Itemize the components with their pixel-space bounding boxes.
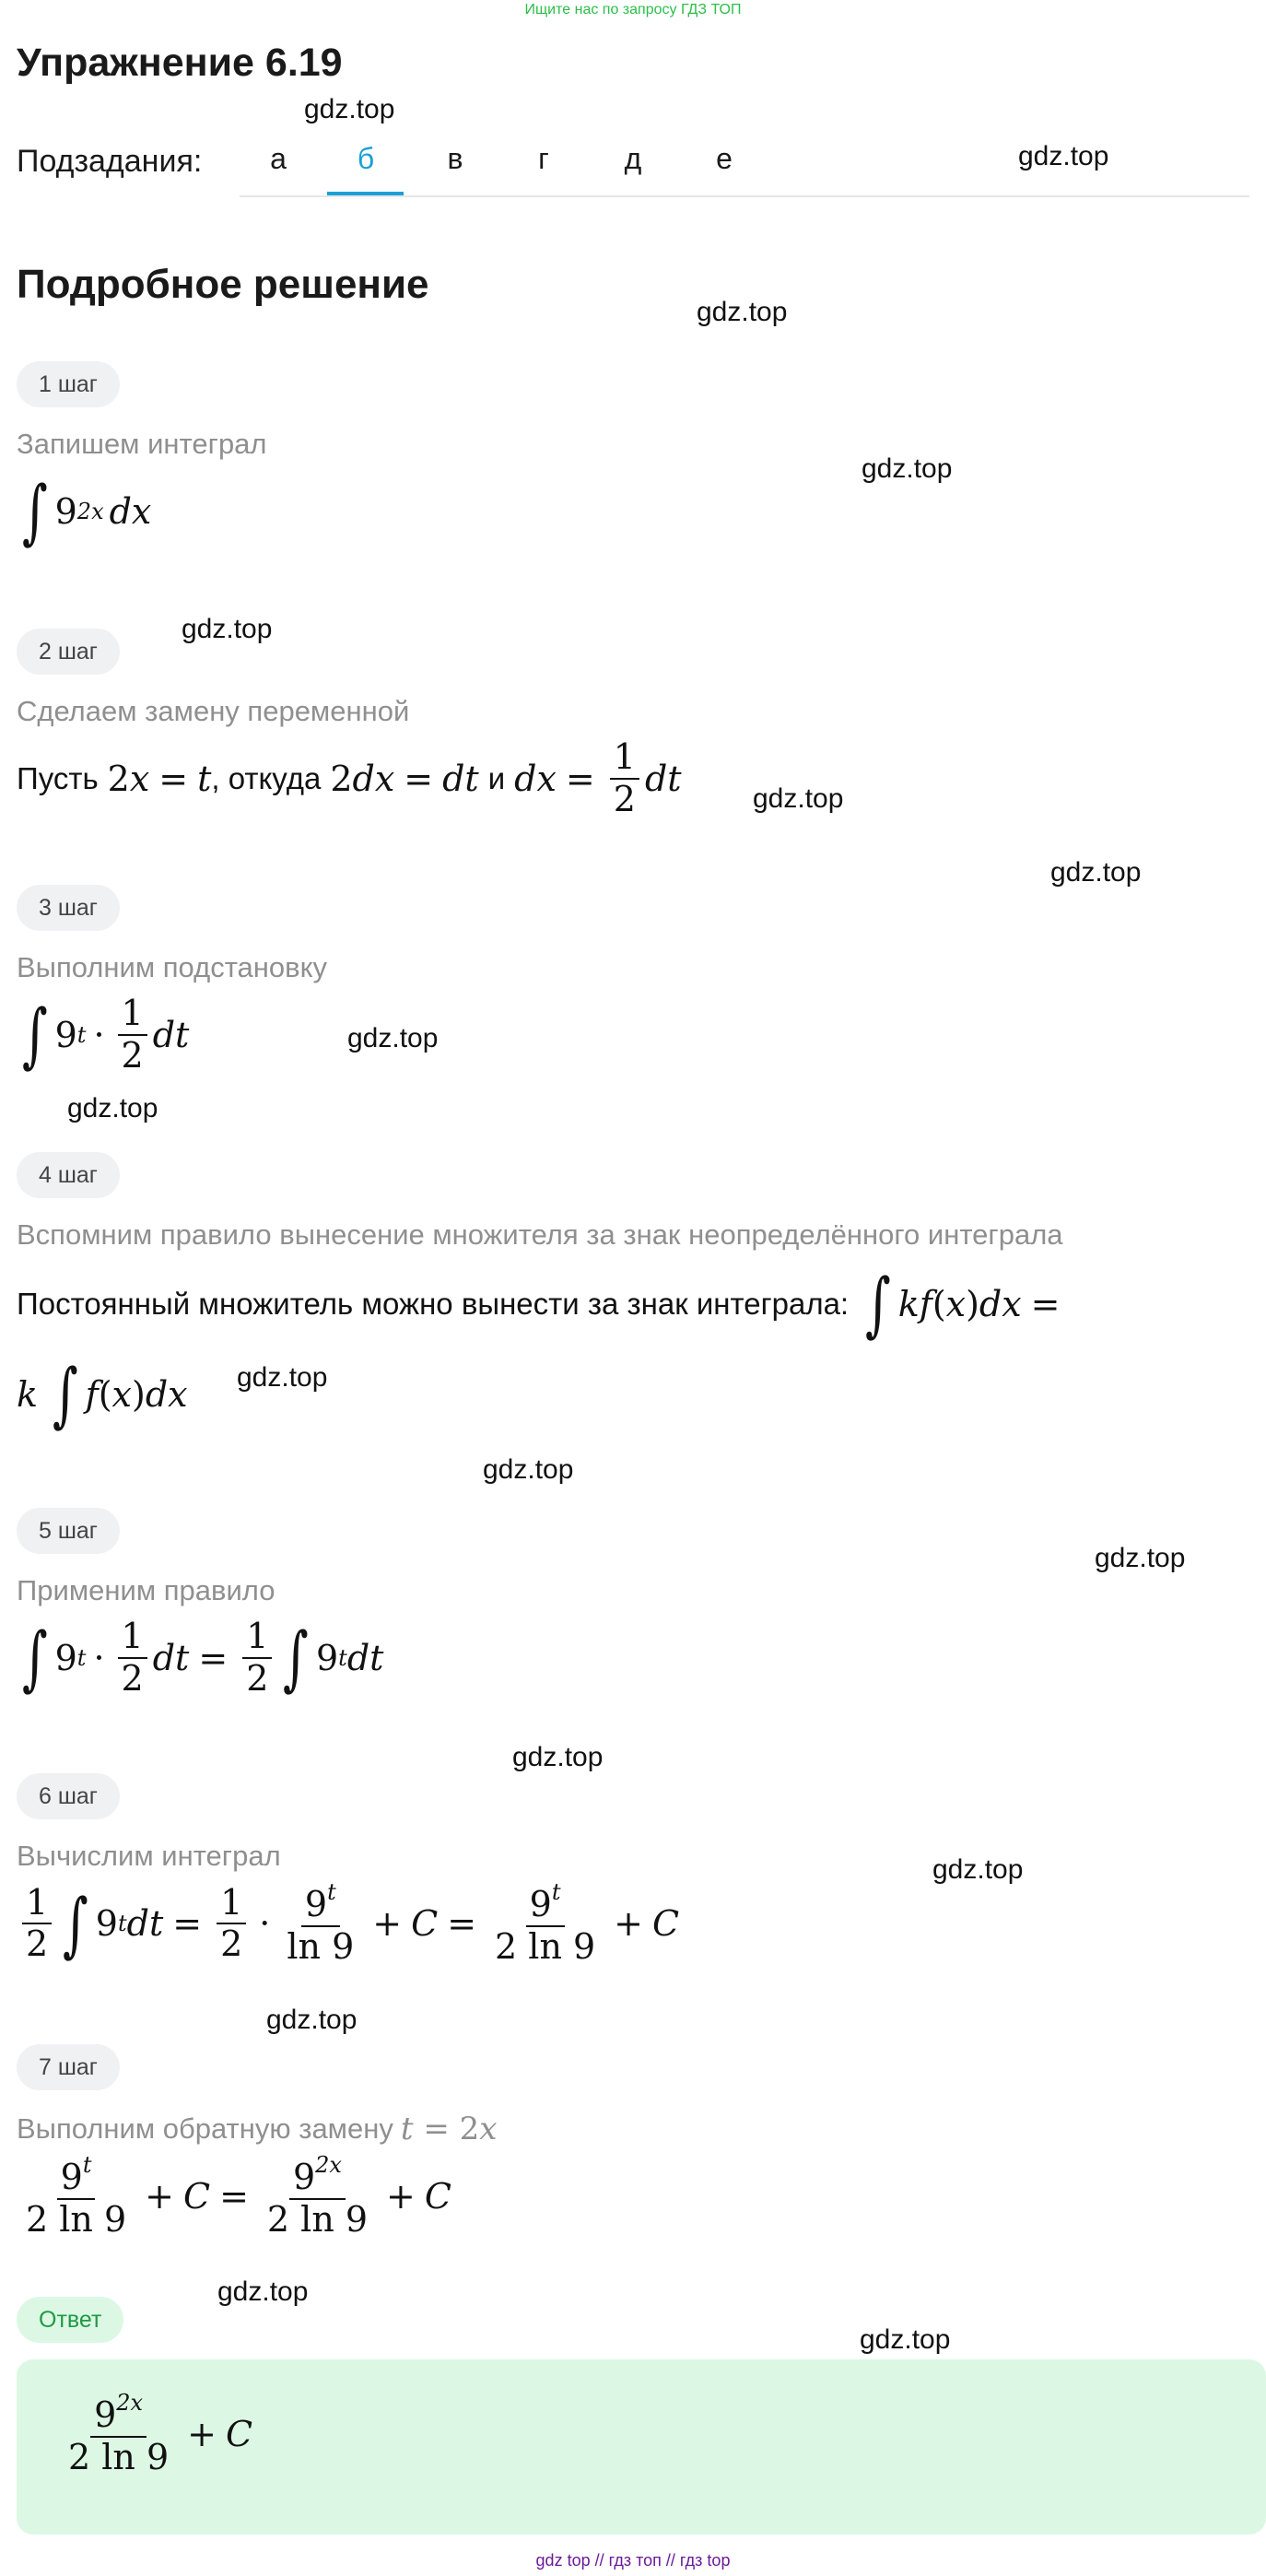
step-5-formula: ∫ 9 t · $\frac{1}{2}$ dt = $\frac{1}{2}$ ∫ 9 t dt	[21, 1616, 384, 1700]
step-5-title: Применим правило	[17, 1574, 275, 1606]
watermark: gdz.top	[217, 2276, 309, 2307]
step-4-rule-cont: k ∫ f ( x ) dx	[17, 1353, 188, 1435]
step-4-rule: Постоянный множитель можно вынести за знак интеграла: ∫ kf ( x ) dx =	[17, 1263, 1061, 1345]
answer-formula: $\frac{9^{2x}}{2 \ln 9}$ + C	[68, 2390, 253, 2477]
tabs-divider	[240, 195, 1249, 197]
watermark: gdz.top	[1018, 141, 1109, 171]
step-6-chip: 6 шаг	[17, 1773, 120, 1819]
step-2-formula: Пусть 2x = t , откуда 2dx = dt и dx = $\frac{1}{2}$ dt	[17, 736, 682, 819]
watermark: gdz.top	[483, 1454, 574, 1485]
watermark: gdz.top	[753, 783, 844, 814]
step-7-chip: 7 шаг	[17, 2044, 120, 2090]
watermark: gdz.top	[932, 1854, 1024, 1885]
step-1-formula: ∫ 9 2x dx	[21, 470, 152, 552]
page-title: Упражнение 6.19	[17, 41, 343, 85]
step-2-title: Сделаем замену переменной	[17, 695, 410, 727]
watermark: gdz.top	[67, 1093, 158, 1123]
watermark: gdz.top	[347, 1023, 439, 1053]
step-6-formula: $\frac{1}{2}$ ∫ 9 t dt = $\frac{1}{2}$ · $\frac{9^t}{\ln 9}$ + C = $\frac{9^t}{2 \ln 9}$ + C	[17, 1880, 679, 1967]
tab-d[interactable]: д	[624, 142, 642, 175]
step-6-title: Вычислим интеграл	[17, 1840, 281, 1872]
watermark: gdz.top	[1050, 857, 1142, 888]
watermark: gdz.top	[862, 453, 953, 484]
section-title: Подробное решение	[17, 262, 429, 307]
step-3-chip: 3 шаг	[17, 885, 120, 931]
step-7-title: Выполним обратную замену t = 2x	[17, 2111, 498, 2147]
answer-chip: Ответ	[17, 2297, 123, 2343]
tab-b[interactable]: б	[357, 142, 375, 175]
subtasks-label: Подзадания:	[17, 144, 203, 179]
watermark: gdz.top	[237, 1362, 328, 1393]
active-tab-indicator	[327, 192, 404, 195]
step-4-title: Вспомним правило вынесение множителя за знак неопределённого интеграла	[17, 1218, 1063, 1251]
tab-e[interactable]: е	[716, 142, 733, 175]
top-note: Ищите нас по запросу ГДЗ ТОП	[524, 2, 742, 18]
tab-g[interactable]: г	[538, 142, 549, 175]
watermark: gdz.top	[1095, 1543, 1186, 1573]
footer: gdz top // гдз топ // гдз top	[535, 2551, 731, 2570]
step-1-title: Запишем интеграл	[17, 428, 267, 460]
step-4-chip: 4 шаг	[17, 1152, 120, 1198]
step-3-title: Выполним подстановку	[17, 951, 328, 983]
step-7-formula: $\frac{9^t}{2 \ln 9}$ + C = $\frac{9^{2x}}{2 \ln 9}$ + C	[26, 2152, 451, 2240]
tab-a[interactable]: а	[270, 142, 287, 175]
watermark: gdz.top	[304, 94, 395, 124]
watermark: gdz.top	[182, 614, 273, 644]
step-1-chip: 1 шаг	[17, 361, 120, 407]
step-5-chip: 5 шаг	[17, 1508, 120, 1554]
watermark: gdz.top	[860, 2324, 951, 2355]
watermark: gdz.top	[512, 1742, 604, 1772]
tab-v[interactable]: в	[447, 142, 463, 175]
watermark: gdz.top	[266, 2005, 358, 2035]
step-3-formula: ∫ 9 t · $\frac{1}{2}$ dt	[21, 993, 190, 1076]
watermark: gdz.top	[697, 297, 788, 327]
step-2-chip: 2 шаг	[17, 629, 120, 675]
